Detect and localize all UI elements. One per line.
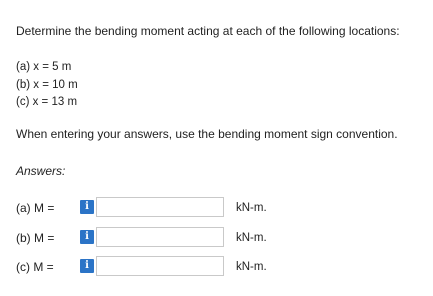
info-icon[interactable]: i bbox=[80, 200, 94, 214]
answer-label-b: (b) M = bbox=[16, 231, 55, 245]
sign-convention-note: When entering your answers, use the bending moment sign convention. bbox=[16, 127, 398, 141]
location-b: (b) x = 10 m bbox=[16, 79, 78, 91]
location-a: (a) x = 5 m bbox=[16, 61, 72, 73]
location-c: (c) x = 13 m bbox=[16, 96, 78, 108]
answer-input-c[interactable] bbox=[96, 256, 224, 276]
question-prompt: Determine the bending moment acting at each of the following locations: bbox=[16, 24, 400, 38]
answer-row-c bbox=[16, 256, 376, 278]
info-icon[interactable]: i bbox=[80, 259, 94, 273]
answer-label-a: (a) M = bbox=[16, 201, 55, 215]
answer-row-a bbox=[16, 197, 376, 219]
answers-heading: Answers: bbox=[16, 164, 66, 178]
answer-unit-c: kN-m. bbox=[236, 261, 267, 273]
answer-input-b[interactable] bbox=[96, 227, 224, 247]
answer-unit-b: kN-m. bbox=[236, 232, 267, 244]
answer-label-c: (c) M = bbox=[16, 260, 54, 274]
answer-unit-a: kN-m. bbox=[236, 202, 267, 214]
answer-row-b bbox=[16, 227, 376, 249]
info-icon[interactable]: i bbox=[80, 230, 94, 244]
answer-input-a[interactable] bbox=[96, 197, 224, 217]
